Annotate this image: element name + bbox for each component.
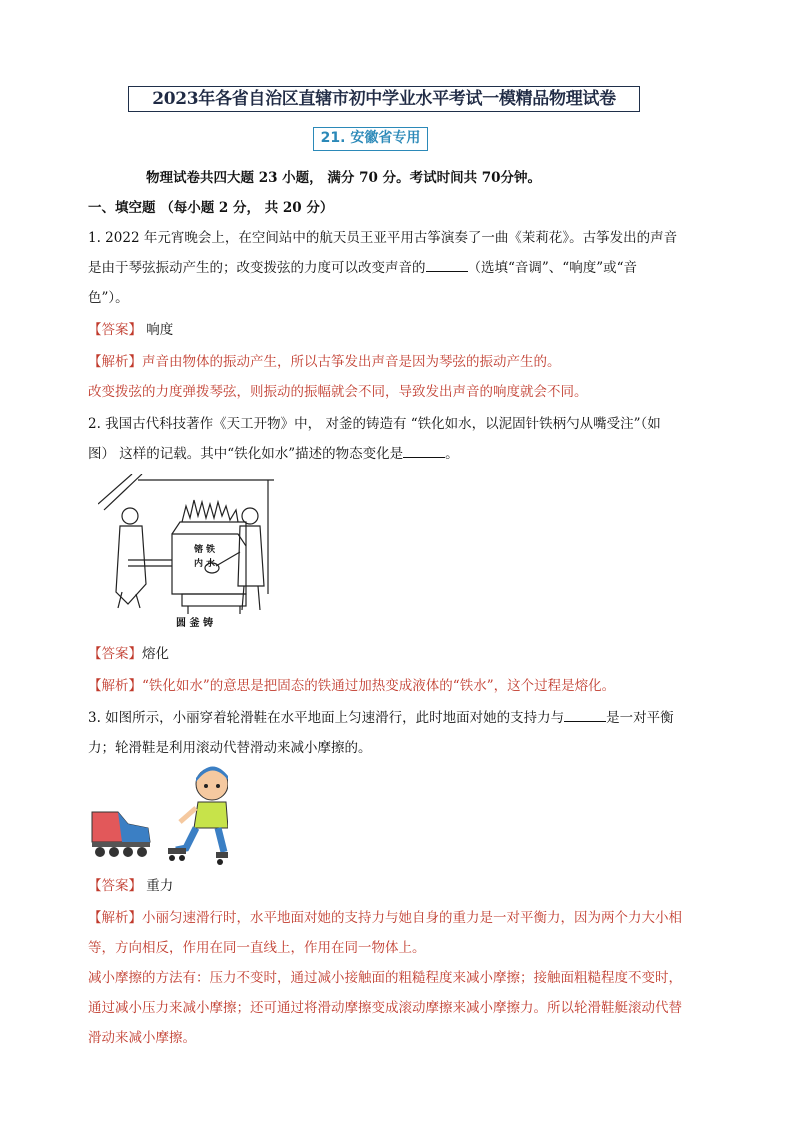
- section-heading: 一、填空题 （每小题 2 分， 共 20 分）: [88, 200, 334, 216]
- q1-answer-text: 响度: [142, 322, 174, 338]
- page-subtitle: 21. 安徽省专用: [313, 127, 428, 151]
- q2-answer-text: 熔化: [142, 646, 169, 662]
- q1-line1: 1. 2022 年元宵晚会上，在空间站中的航天员王亚平用古筝演奏了一曲《茉莉花》。古筝发出的声音: [88, 230, 678, 246]
- q1-analysis-line2: 改变拨弦的力度弹拨琴弦，则振动的振幅就会不同，导致发出声音的响度就会不同。: [88, 384, 588, 400]
- q1-analysis: [88, 352, 561, 372]
- answer-label: 【答案】: [88, 878, 142, 894]
- analysis-label: 【解析】: [88, 354, 142, 370]
- q2-analysis-text: “铁化如水”的意思是把固态的铁通过加热变成液体的“铁水”，这个过程是熔化。: [142, 678, 616, 694]
- q2-line1: 2. 我国古代科技著作《天工开物》中， 对釜的铸造有 “铁化如水，以泥固针铁柄勺从嘴受注”（如: [88, 416, 661, 432]
- figure-caption: 圆 釜 铸: [176, 618, 213, 629]
- page-title: 2023年各省自治区直辖市初中学业水平考试一模精品物理试卷: [128, 86, 640, 112]
- q3-analysis-line5: 滑动来减小摩擦。: [88, 1030, 196, 1046]
- q2-analysis: [88, 676, 615, 696]
- q3-analysis-text: 小丽匀速滑行时，水平地面对她的支持力与她自身的重力是一对平衡力，因为两个力大小相: [142, 910, 682, 926]
- q2-line2: [88, 444, 459, 464]
- q3-analysis-line3: 减小摩擦的方法有：压力不变时，通过减小接触面的粗糙程度来减小摩擦；接触面粗糙程度不变时，: [88, 970, 682, 986]
- q1-line2-b: （选填“音调”、“响度”或“音: [467, 260, 638, 276]
- q1-line2-a: 是由于琴弦振动产生的；改变拨弦的力度可以改变声音的: [88, 260, 426, 276]
- q3-answer: [88, 876, 173, 896]
- q2-line2-b: 。: [445, 446, 459, 462]
- exam-intro: 物理试卷共四大题 23 小题， 满分 70 分。考试时间共 70分钟。: [146, 170, 542, 186]
- q3-analysis: [88, 908, 682, 928]
- q1-line3: 色”）。: [88, 290, 129, 306]
- q1-analysis-text: 声音由物体的振动产生，所以古筝发出声音是因为琴弦的振动产生的。: [142, 354, 561, 370]
- q3-line1: [88, 708, 674, 728]
- figure-char-1: 镕: [194, 545, 204, 555]
- q2-line2-a: 图） 这样的记载。其中“铁化如水”描述的物态变化是: [88, 446, 404, 462]
- q3-line1-b: 是一对平衡: [606, 710, 674, 726]
- q1-answer: [88, 320, 173, 340]
- q2-answer: [88, 644, 169, 664]
- answer-label: 【答案】: [88, 322, 142, 338]
- analysis-label: 【解析】: [88, 678, 142, 694]
- figure-char-2: 铁: [206, 545, 216, 555]
- q1-line2: [88, 258, 637, 278]
- q3-line1-a: 3. 如图所示，小丽穿着轮滑鞋在水平地面上匀速滑行，此时地面对她的支持力与: [88, 710, 565, 726]
- roller-skate-illustration: [88, 762, 228, 866]
- q3-analysis-line2: 等，方向相反，作用在同一直线上，作用在同一物体上。: [88, 940, 426, 956]
- q1-blank[interactable]: [426, 258, 468, 272]
- q2-blank[interactable]: [403, 444, 445, 458]
- q3-analysis-line4: 通过减小压力来减小摩擦；还可通过将滑动摩擦变成滚动摩擦来减小摩擦力。所以轮滑鞋艇滚动代替: [88, 1000, 682, 1016]
- analysis-label: 【解析】: [88, 910, 142, 926]
- casting-illustration: [98, 474, 274, 630]
- answer-label: 【答案】: [88, 646, 142, 662]
- q3-answer-text: 重力: [142, 878, 174, 894]
- q3-blank[interactable]: [564, 708, 606, 722]
- figure-char-3: 内: [194, 559, 204, 569]
- q3-line2: 力；轮滑鞋是利用滚动代替滑动来减小摩擦的。: [88, 740, 372, 756]
- figure-char-4: 水: [206, 559, 216, 569]
